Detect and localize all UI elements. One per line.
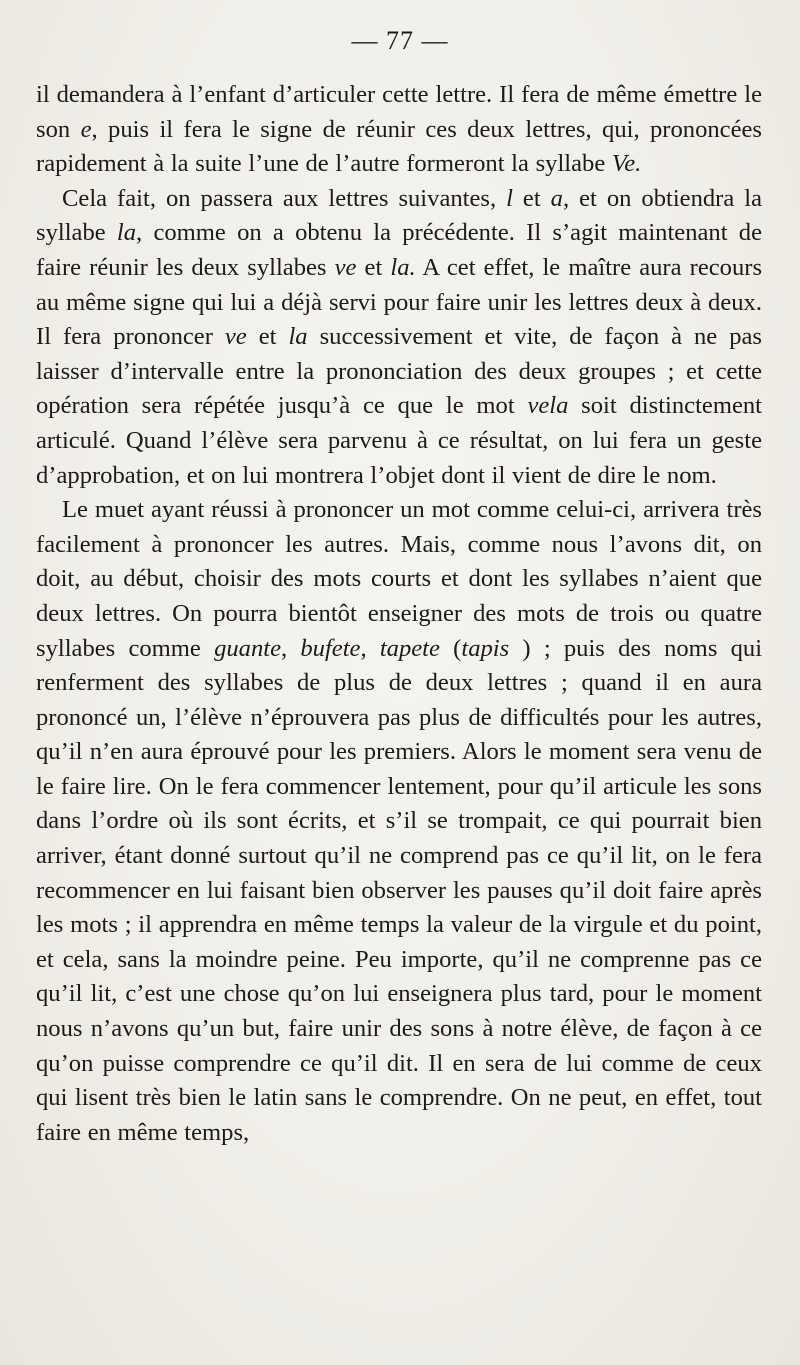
page-number: — 77 — [351, 26, 449, 55]
text-run: Le muet ayant réussi à prononcer un mot comme celui-ci, arrivera très facilement à prononcer les autres. Mais, comme nous l’avons dit, on doit, au début, choisir des mots courts et dont les syllabes n’aient que deux lettres. On pourra bientôt enseigner des mots de trois ou quatre syllabes comme [36, 496, 762, 662]
italic-text-run: vela [527, 392, 569, 420]
text-run: , puis il fera le signe de réunir ces deux lettres, qui, prononcées rapidement à la suite l’une de l’autre formeront la syllabe [36, 115, 762, 178]
text-run: ) ; puis des noms qui renferment des syllabes de plus de deux lettres ; quand il en aura prononcé un, l’élève n’éprouvera pas plus de difficultés pour les autres, qu’il n’en aura éprouvé pour les premiers. Alors le moment sera venu de le faire lire. On le fera commencer lentement, pour qu’il articule les sons dans l’ordre où ils sont écrits, et s’il se trompait, ce qui pourrait bien arriver, étant donné surtout qu’il ne comprend pas ce qu’il lit, on le fera recommencer en lui faisant bien observer les pauses qu’il doit faire après les mots ; il apprendra en même temps la valeur de la virgule et du point, et cela, sans la moindre peine. Peu importe, qu’il ne comprenne pas ce qu’il lit, c’est une chose qu’on lui enseignera plus tard, pour le moment nous n’avons qu’un but, faire unir des sons à notre élève, de façon à ce qu’on puisse comprendre ce qu’il dit. Il en sera de lui comme de ceux qui lisent très bien le latin sans le comprendre. On ne peut, en effet, tout faire en même temps, [36, 634, 763, 1146]
italic-text-run: a [550, 184, 563, 212]
italic-text-run: l [506, 184, 513, 212]
italic-text-run: bufete [300, 634, 361, 662]
text-run: Cela fait, on passera aux lettres suivantes, [62, 184, 507, 212]
text-run: et [246, 323, 289, 351]
italic-text-run: la [288, 323, 308, 351]
text-run: successivement et vite, de façon à ne pas laisser d’intervalle entre la prononciation des deux groupes ; et cette opération sera répétée jusqu’à ce que le mot [36, 323, 762, 420]
text-run: soit distinctement articulé. Quand l’élève sera parvenu à ce résultat, on lui fera un geste d’approbation, et on lui montrera l’objet dont il vient de dire le nom. [36, 392, 762, 489]
text-run: ( [439, 634, 462, 662]
italic-text-run: Ve. [611, 150, 642, 178]
text-run: , [360, 634, 380, 662]
italic-text-run: ve [334, 253, 357, 281]
text-run: il demandera à l’enfant d’articuler cette lettre. Il fera de même émettre le son [36, 81, 762, 143]
body-text [36, 78, 762, 1150]
italic-text-run: guante [214, 634, 281, 662]
italic-text-run: tapete [379, 634, 440, 662]
text-run: , [281, 634, 301, 662]
text-run: , comme on a obtenu la précédente. Il s’agit maintenant de faire réunir les deux syllabes [36, 219, 762, 281]
italic-text-run: la [116, 219, 137, 247]
italic-text-run: e [80, 115, 92, 143]
paragraph-3 [36, 493, 762, 1150]
text-run: A cet effet, le maître aura recours au même signe qui lui a déjà servi pour faire unir les lettres deux à deux. Il fera prononcer [36, 253, 763, 351]
text-run: et [356, 253, 391, 281]
text-run: , et on obtiendra la syllabe [36, 184, 763, 247]
italic-text-run: la. [390, 253, 416, 281]
italic-text-run: ve [224, 323, 247, 351]
paragraph-2 [36, 182, 762, 493]
italic-text-run: tapis [461, 634, 510, 662]
text-run: et [512, 184, 551, 212]
paragraph-1 [36, 78, 762, 182]
